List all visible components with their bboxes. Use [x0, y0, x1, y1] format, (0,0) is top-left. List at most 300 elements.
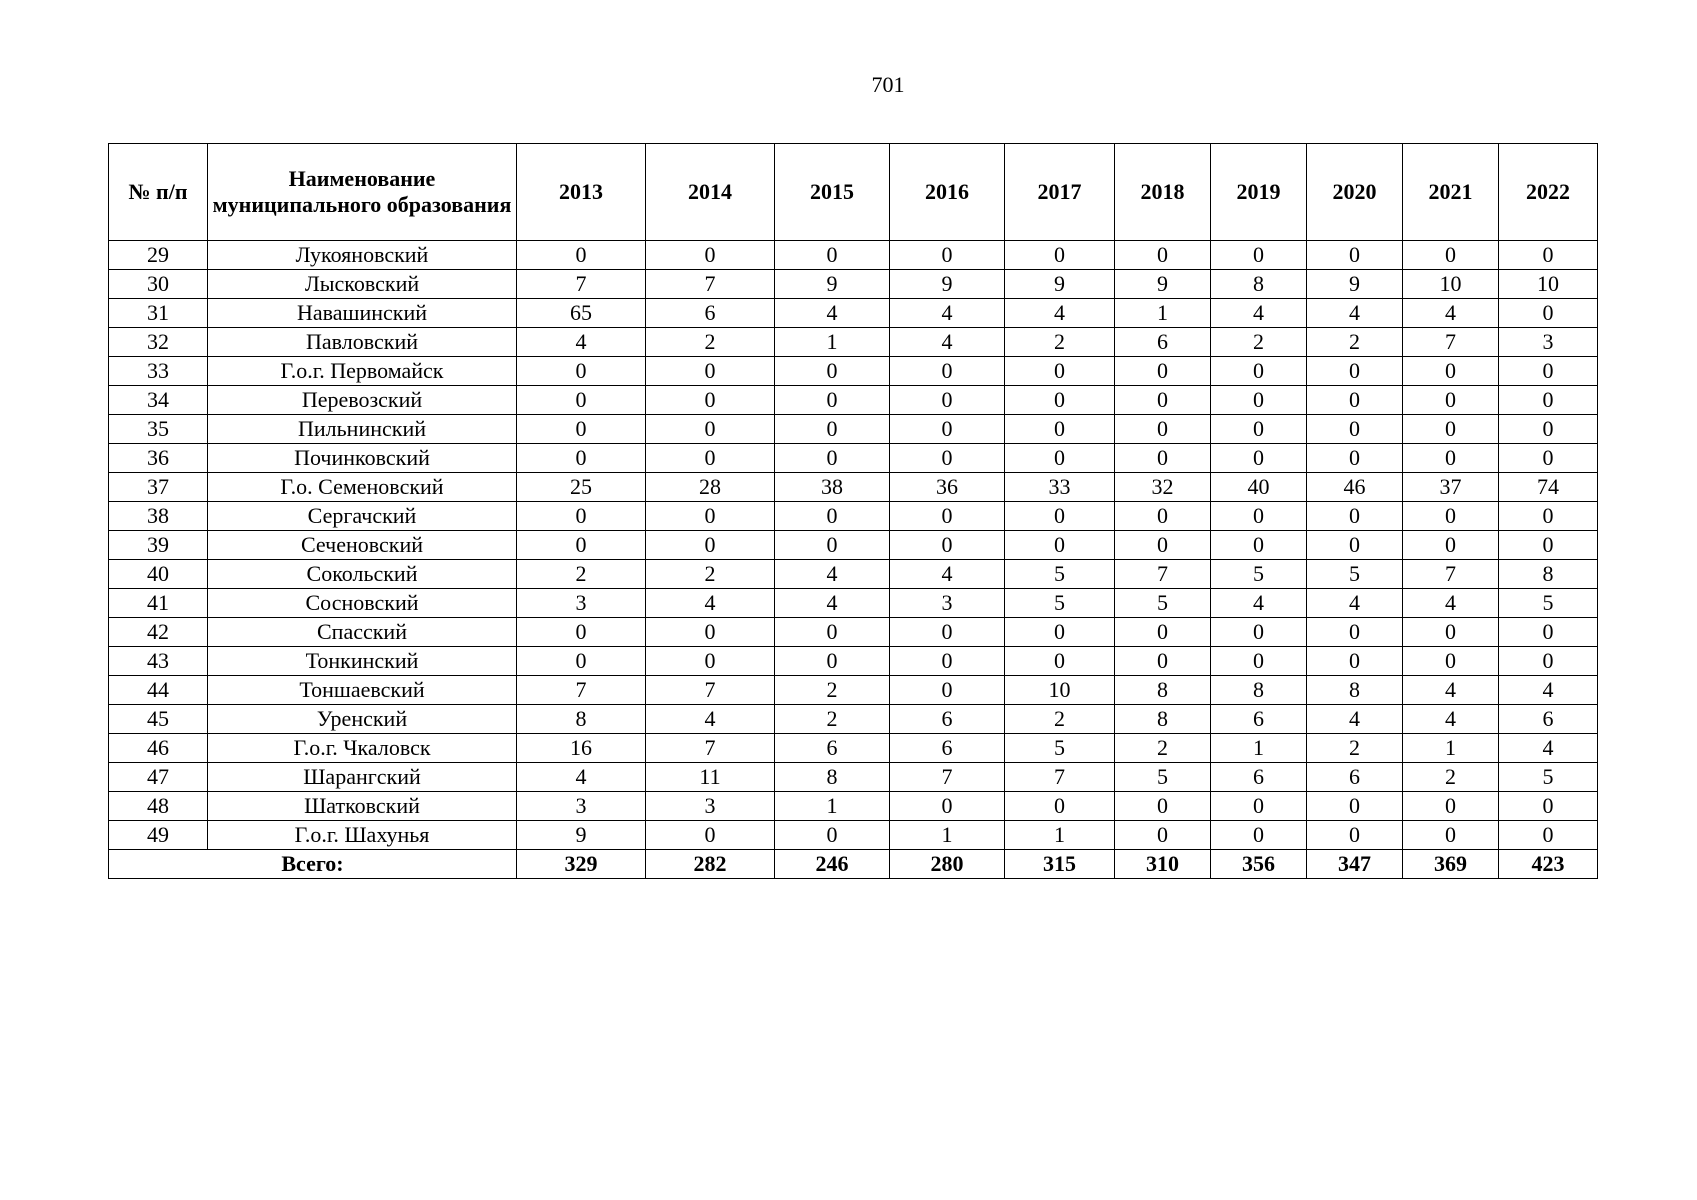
municipality-name: Лысковский: [208, 270, 517, 299]
year-value: 0: [1307, 647, 1403, 676]
year-value: 4: [646, 589, 775, 618]
year-value: 4: [890, 299, 1005, 328]
year-value: 2: [1307, 328, 1403, 357]
year-value: 0: [1211, 502, 1307, 531]
year-value: 0: [1115, 502, 1211, 531]
year-value: 0: [1403, 241, 1499, 270]
year-value: 8: [775, 763, 890, 792]
table-row: [109, 502, 1598, 531]
year-value: 5: [1499, 589, 1598, 618]
table-row: [109, 357, 1598, 386]
year-value: 0: [1403, 821, 1499, 850]
year-value: 0: [1005, 531, 1115, 560]
year-value: 4: [646, 705, 775, 734]
year-value: 9: [890, 270, 1005, 299]
year-value: 0: [646, 618, 775, 647]
year-value: 0: [1403, 386, 1499, 415]
municipality-name: Починковский: [208, 444, 517, 473]
year-value: 0: [1307, 502, 1403, 531]
year-value: 0: [646, 241, 775, 270]
row-number: 29: [109, 241, 208, 270]
year-value: 11: [646, 763, 775, 792]
year-value: 7: [1403, 328, 1499, 357]
year-value: 7: [1403, 560, 1499, 589]
year-value: 0: [1211, 415, 1307, 444]
year-value: 3: [517, 589, 646, 618]
year-value: 0: [1307, 821, 1403, 850]
year-value: 8: [1499, 560, 1598, 589]
year-value: 0: [1403, 357, 1499, 386]
year-value: 16: [517, 734, 646, 763]
year-value: 0: [1499, 792, 1598, 821]
year-value: 0: [1307, 241, 1403, 270]
row-number: 33: [109, 357, 208, 386]
year-value: 0: [1403, 415, 1499, 444]
table-row: [109, 328, 1598, 357]
year-value: 0: [1499, 502, 1598, 531]
total-value: 423: [1499, 850, 1598, 879]
year-value: 0: [1211, 618, 1307, 647]
table-row: [109, 705, 1598, 734]
year-value: 0: [646, 444, 775, 473]
year-value: 7: [646, 676, 775, 705]
year-value: 0: [775, 241, 890, 270]
year-value: 5: [1005, 734, 1115, 763]
year-value: 1: [890, 821, 1005, 850]
year-value: 4: [1403, 299, 1499, 328]
year-value: 0: [1005, 386, 1115, 415]
year-value: 9: [775, 270, 890, 299]
year-value: 2: [646, 560, 775, 589]
year-value: 0: [646, 502, 775, 531]
year-value: 4: [1307, 705, 1403, 734]
row-number: 38: [109, 502, 208, 531]
total-value: 369: [1403, 850, 1499, 879]
year-value: 3: [890, 589, 1005, 618]
year-value: 7: [890, 763, 1005, 792]
year-value: 6: [890, 734, 1005, 763]
year-value: 32: [1115, 473, 1211, 502]
row-number: 35: [109, 415, 208, 444]
year-value: 8: [1211, 676, 1307, 705]
year-value: 0: [1403, 618, 1499, 647]
header-year: 2018: [1115, 144, 1211, 241]
year-value: 5: [1307, 560, 1403, 589]
year-value: 9: [1307, 270, 1403, 299]
year-value: 0: [1115, 357, 1211, 386]
year-value: 40: [1211, 473, 1307, 502]
year-value: 0: [1403, 444, 1499, 473]
year-value: 0: [775, 386, 890, 415]
year-value: 0: [1307, 531, 1403, 560]
year-value: 1: [1005, 821, 1115, 850]
total-value: 347: [1307, 850, 1403, 879]
municipality-name: Г.о.г. Шахунья: [208, 821, 517, 850]
year-value: 6: [1115, 328, 1211, 357]
year-value: 1: [1115, 299, 1211, 328]
year-value: 0: [1307, 415, 1403, 444]
year-value: 0: [517, 415, 646, 444]
year-value: 5: [1005, 589, 1115, 618]
year-value: 0: [517, 241, 646, 270]
year-value: 0: [1499, 821, 1598, 850]
row-number: 40: [109, 560, 208, 589]
row-number: 47: [109, 763, 208, 792]
municipality-name: Тонкинский: [208, 647, 517, 676]
year-value: 5: [1115, 589, 1211, 618]
year-value: 4: [1005, 299, 1115, 328]
total-value: 310: [1115, 850, 1211, 879]
year-value: 0: [517, 357, 646, 386]
header-year: 2021: [1403, 144, 1499, 241]
row-number: 49: [109, 821, 208, 850]
municipality-name: Г.о.г. Первомайск: [208, 357, 517, 386]
year-value: 0: [646, 357, 775, 386]
year-value: 0: [890, 386, 1005, 415]
year-value: 2: [1307, 734, 1403, 763]
data-table-container: [108, 143, 1597, 879]
year-value: 0: [517, 502, 646, 531]
year-value: 0: [646, 821, 775, 850]
year-value: 4: [775, 589, 890, 618]
year-value: 0: [1115, 386, 1211, 415]
year-value: 0: [1115, 792, 1211, 821]
year-value: 0: [1005, 502, 1115, 531]
year-value: 0: [1307, 357, 1403, 386]
year-value: 74: [1499, 473, 1598, 502]
row-number: 48: [109, 792, 208, 821]
year-value: 0: [775, 531, 890, 560]
year-value: 8: [517, 705, 646, 734]
year-value: 2: [1005, 705, 1115, 734]
header-year: 2015: [775, 144, 890, 241]
year-value: 0: [517, 618, 646, 647]
year-value: 0: [1499, 357, 1598, 386]
year-value: 1: [775, 328, 890, 357]
year-value: 0: [1005, 618, 1115, 647]
year-value: 2: [1115, 734, 1211, 763]
year-value: 0: [890, 444, 1005, 473]
year-value: 0: [1499, 386, 1598, 415]
year-value: 0: [1005, 241, 1115, 270]
year-value: 7: [1005, 763, 1115, 792]
municipality-name: Шарангский: [208, 763, 517, 792]
year-value: 8: [1211, 270, 1307, 299]
year-value: 0: [775, 618, 890, 647]
year-value: 0: [1499, 647, 1598, 676]
year-value: 6: [890, 705, 1005, 734]
year-value: 38: [775, 473, 890, 502]
table-header: [109, 144, 1598, 241]
municipality-name: Сергачский: [208, 502, 517, 531]
year-value: 4: [775, 299, 890, 328]
year-value: 0: [1499, 531, 1598, 560]
year-value: 0: [646, 386, 775, 415]
year-value: 0: [1499, 618, 1598, 647]
year-value: 3: [517, 792, 646, 821]
year-value: 9: [1005, 270, 1115, 299]
table-row: [109, 676, 1598, 705]
table-row: [109, 241, 1598, 270]
year-value: 4: [1403, 676, 1499, 705]
table-row: [109, 473, 1598, 502]
year-value: 2: [1211, 328, 1307, 357]
year-value: 5: [1005, 560, 1115, 589]
year-value: 6: [1499, 705, 1598, 734]
year-value: 0: [1403, 502, 1499, 531]
table-body: [109, 241, 1598, 879]
year-value: 4: [1403, 589, 1499, 618]
table-row: [109, 618, 1598, 647]
municipality-name: Г.о.г. Чкаловск: [208, 734, 517, 763]
year-value: 0: [1211, 531, 1307, 560]
year-value: 9: [1115, 270, 1211, 299]
year-value: 4: [1499, 676, 1598, 705]
year-value: 0: [1211, 386, 1307, 415]
year-value: 3: [1499, 328, 1598, 357]
year-value: 0: [890, 502, 1005, 531]
year-value: 0: [1005, 357, 1115, 386]
year-value: 0: [1005, 792, 1115, 821]
year-value: 3: [646, 792, 775, 821]
year-value: 0: [1403, 792, 1499, 821]
year-value: 0: [1115, 618, 1211, 647]
year-value: 1: [1211, 734, 1307, 763]
year-value: 0: [890, 531, 1005, 560]
row-number: 42: [109, 618, 208, 647]
year-value: 4: [890, 328, 1005, 357]
year-value: 0: [1005, 647, 1115, 676]
year-value: 0: [1115, 821, 1211, 850]
row-number: 41: [109, 589, 208, 618]
total-value: 315: [1005, 850, 1115, 879]
year-value: 2: [646, 328, 775, 357]
year-value: 0: [890, 647, 1005, 676]
year-value: 0: [775, 444, 890, 473]
row-number: 37: [109, 473, 208, 502]
year-value: 2: [1005, 328, 1115, 357]
year-value: 6: [646, 299, 775, 328]
row-number: 30: [109, 270, 208, 299]
header-year: 2013: [517, 144, 646, 241]
year-value: 65: [517, 299, 646, 328]
year-value: 0: [890, 618, 1005, 647]
year-value: 10: [1499, 270, 1598, 299]
year-value: 5: [1115, 763, 1211, 792]
municipality-name: Пильнинский: [208, 415, 517, 444]
year-value: 0: [517, 444, 646, 473]
header-year: 2017: [1005, 144, 1115, 241]
year-value: 0: [1115, 531, 1211, 560]
year-value: 7: [1115, 560, 1211, 589]
row-number: 44: [109, 676, 208, 705]
header-year: 2014: [646, 144, 775, 241]
year-value: 8: [1115, 676, 1211, 705]
year-value: 0: [1005, 415, 1115, 444]
year-value: 25: [517, 473, 646, 502]
year-value: 10: [1005, 676, 1115, 705]
year-value: 33: [1005, 473, 1115, 502]
table-row: [109, 647, 1598, 676]
year-value: 2: [517, 560, 646, 589]
year-value: 0: [1403, 531, 1499, 560]
year-value: 5: [1211, 560, 1307, 589]
year-value: 4: [775, 560, 890, 589]
data-table: [108, 143, 1598, 879]
table-row: [109, 792, 1598, 821]
municipality-name: Лукояновский: [208, 241, 517, 270]
year-value: 0: [1115, 415, 1211, 444]
year-value: 5: [1499, 763, 1598, 792]
municipality-name: Шатковский: [208, 792, 517, 821]
total-value: 329: [517, 850, 646, 879]
year-value: 0: [646, 415, 775, 444]
total-row: [109, 850, 1598, 879]
year-value: 6: [1211, 763, 1307, 792]
year-value: 7: [517, 676, 646, 705]
year-value: 46: [1307, 473, 1403, 502]
year-value: 8: [1307, 676, 1403, 705]
row-number: 39: [109, 531, 208, 560]
year-value: 36: [890, 473, 1005, 502]
row-number: 45: [109, 705, 208, 734]
year-value: 0: [1211, 792, 1307, 821]
year-value: 4: [517, 763, 646, 792]
municipality-name: Спасский: [208, 618, 517, 647]
year-value: 0: [1211, 357, 1307, 386]
table-row: [109, 415, 1598, 444]
municipality-name: Тоншаевский: [208, 676, 517, 705]
year-value: 0: [775, 415, 890, 444]
year-value: 4: [1499, 734, 1598, 763]
header-year: 2019: [1211, 144, 1307, 241]
row-number: 46: [109, 734, 208, 763]
table-row: [109, 589, 1598, 618]
year-value: 0: [1499, 241, 1598, 270]
year-value: 7: [646, 734, 775, 763]
year-value: 4: [517, 328, 646, 357]
year-value: 0: [1211, 241, 1307, 270]
year-value: 0: [1115, 444, 1211, 473]
table-row: [109, 734, 1598, 763]
municipality-name: Сокольский: [208, 560, 517, 589]
year-value: 0: [775, 357, 890, 386]
municipality-name: Павловский: [208, 328, 517, 357]
year-value: 0: [1307, 618, 1403, 647]
table-row: [109, 763, 1598, 792]
year-value: 1: [1403, 734, 1499, 763]
municipality-name: Сеченовский: [208, 531, 517, 560]
table-row: [109, 531, 1598, 560]
year-value: 0: [890, 415, 1005, 444]
year-value: 2: [775, 705, 890, 734]
year-value: 37: [1403, 473, 1499, 502]
year-value: 0: [1307, 386, 1403, 415]
total-value: 246: [775, 850, 890, 879]
year-value: 0: [646, 647, 775, 676]
municipality-name: Навашинский: [208, 299, 517, 328]
header-year: 2016: [890, 144, 1005, 241]
year-value: 28: [646, 473, 775, 502]
total-value: 356: [1211, 850, 1307, 879]
year-value: 0: [517, 647, 646, 676]
year-value: 0: [1403, 647, 1499, 676]
year-value: 0: [646, 531, 775, 560]
year-value: 0: [890, 241, 1005, 270]
year-value: 0: [1499, 299, 1598, 328]
total-value: 282: [646, 850, 775, 879]
row-number: 43: [109, 647, 208, 676]
year-value: 0: [1005, 444, 1115, 473]
year-value: 2: [775, 676, 890, 705]
row-number: 34: [109, 386, 208, 415]
year-value: 4: [1211, 299, 1307, 328]
page-number: 701: [871, 72, 905, 97]
year-value: 4: [1307, 299, 1403, 328]
table-row: [109, 386, 1598, 415]
year-value: 9: [517, 821, 646, 850]
year-value: 0: [517, 386, 646, 415]
year-value: 6: [775, 734, 890, 763]
year-value: 0: [775, 821, 890, 850]
year-value: 0: [1211, 647, 1307, 676]
row-number: 36: [109, 444, 208, 473]
year-value: 0: [517, 531, 646, 560]
table-row: [109, 270, 1598, 299]
year-value: 7: [646, 270, 775, 299]
year-value: 1: [775, 792, 890, 821]
municipality-name: Перевозский: [208, 386, 517, 415]
year-value: 0: [890, 357, 1005, 386]
year-value: 8: [1115, 705, 1211, 734]
municipality-name: Уренский: [208, 705, 517, 734]
year-value: 0: [890, 792, 1005, 821]
year-value: 0: [775, 502, 890, 531]
year-value: 0: [1499, 415, 1598, 444]
total-value: 280: [890, 850, 1005, 879]
table-row: [109, 444, 1598, 473]
year-value: 0: [1211, 444, 1307, 473]
table-row: [109, 560, 1598, 589]
year-value: 0: [890, 676, 1005, 705]
municipality-name: Г.о. Семеновский: [208, 473, 517, 502]
header-year: 2022: [1499, 144, 1598, 241]
year-value: 10: [1403, 270, 1499, 299]
year-value: 7: [517, 270, 646, 299]
header-year: 2020: [1307, 144, 1403, 241]
year-value: 4: [1211, 589, 1307, 618]
total-label: Всего:: [109, 850, 517, 879]
year-value: 0: [1307, 792, 1403, 821]
row-number: 31: [109, 299, 208, 328]
year-value: 4: [890, 560, 1005, 589]
year-value: 0: [775, 647, 890, 676]
header-name: Наименование муниципального образования: [208, 144, 517, 241]
year-value: 6: [1211, 705, 1307, 734]
row-number: 32: [109, 328, 208, 357]
table-row: [109, 299, 1598, 328]
municipality-name: Сосновский: [208, 589, 517, 618]
year-value: 0: [1115, 241, 1211, 270]
year-value: 0: [1499, 444, 1598, 473]
year-value: 6: [1307, 763, 1403, 792]
year-value: 0: [1211, 821, 1307, 850]
header-row: [109, 144, 1598, 241]
year-value: 0: [1115, 647, 1211, 676]
year-value: 4: [1403, 705, 1499, 734]
table-row: [109, 821, 1598, 850]
year-value: 0: [1307, 444, 1403, 473]
